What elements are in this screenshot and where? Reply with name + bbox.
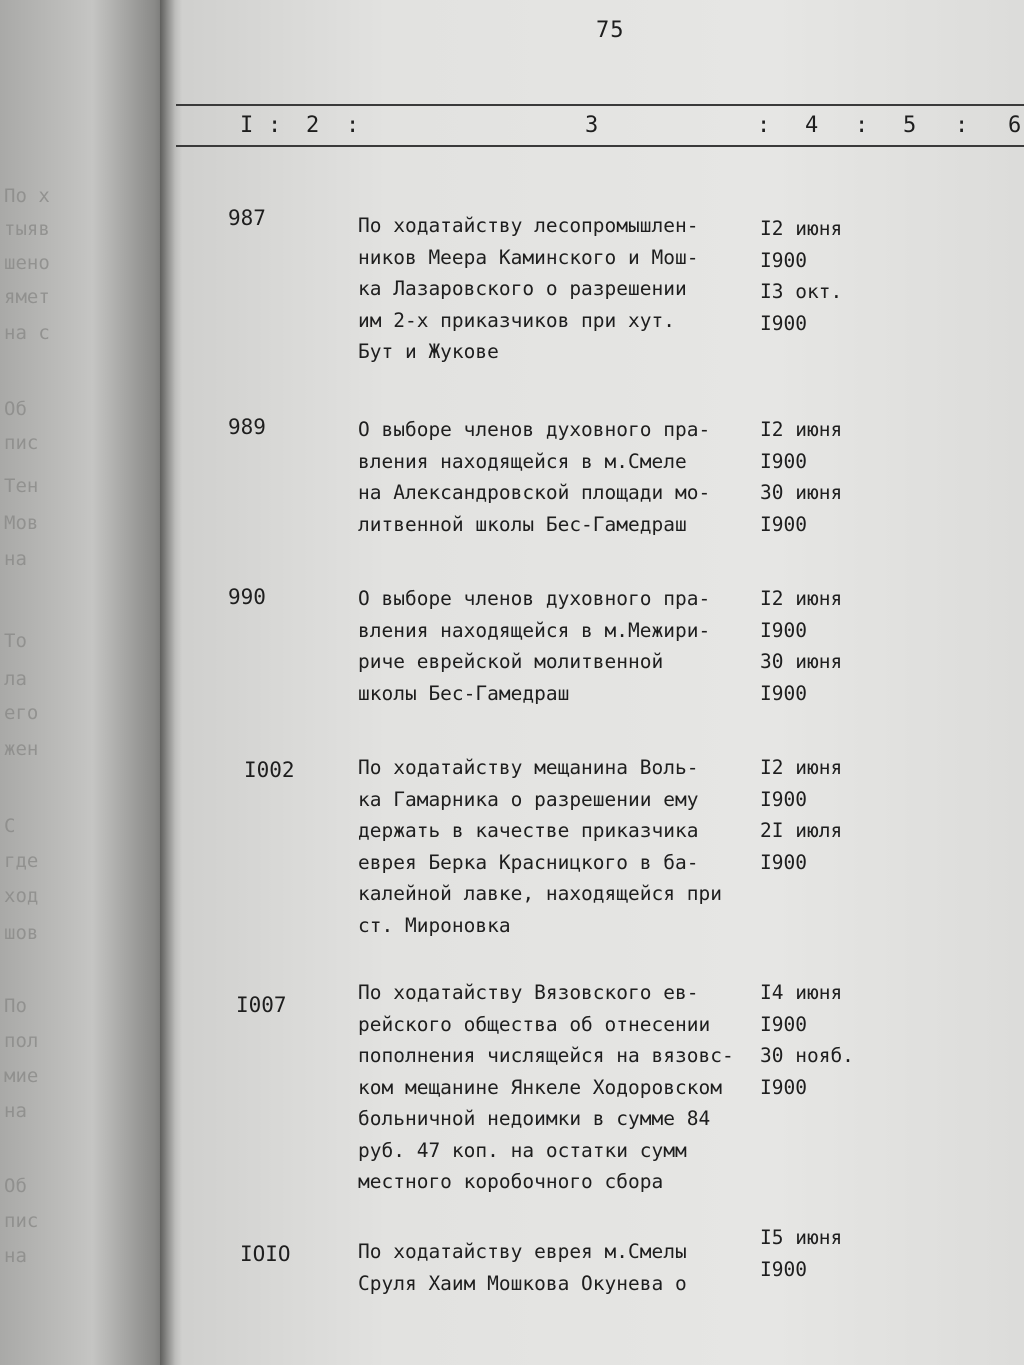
column-header-4: 4 <box>805 113 819 138</box>
description-line: ст. Мироновка <box>358 913 511 937</box>
entry-number: 987 <box>228 206 266 230</box>
description-line: местного коробочного сбора <box>358 1170 664 1193</box>
description-line: Бут и Жукове <box>358 340 499 363</box>
description-line: школы Бес-Гамедраш <box>358 681 570 705</box>
entry-dates <box>760 583 880 709</box>
bleed-text: По х <box>4 185 50 207</box>
entry-dates <box>760 1222 880 1285</box>
date-line: I900 <box>760 311 807 335</box>
bleed-text: С <box>4 815 16 837</box>
bleed-text: пис <box>4 432 39 454</box>
entry-description <box>358 583 758 709</box>
bleed-text: шено <box>4 252 50 274</box>
description-line: пополнения числящейся на вязовс- <box>358 1044 734 1067</box>
bleed-text: ход <box>4 885 39 907</box>
description-line: рейского общества об отнесении <box>358 1012 711 1036</box>
date-line: I900 <box>760 449 807 473</box>
description-line: вления находящейся в м.Смеле <box>358 449 687 473</box>
bleed-text: где <box>4 850 39 872</box>
description-line: По ходатайству еврея м.Смелы <box>358 1240 687 1263</box>
description-line: держать в качестве приказчика <box>358 819 699 842</box>
date-line: I5 июня <box>760 1226 843 1249</box>
entry-number: I002 <box>244 758 295 782</box>
description-line: ка Лазаровского о разрешении <box>358 277 687 300</box>
description-line: О выборе членов духовного пра- <box>358 418 711 441</box>
description-line: им 2-х приказчиков при хут. <box>358 308 675 332</box>
description-line: больничной недоимки в сумме 84 <box>358 1107 711 1130</box>
left-page-edge <box>0 0 168 1365</box>
description-line: ников Меера Каминского и Мош- <box>358 245 699 269</box>
entry-description <box>358 414 758 540</box>
description-line: руб. 47 коп. на остатки сумм <box>358 1138 687 1162</box>
bleed-text: Об <box>4 398 27 420</box>
column-header-1: I <box>240 113 254 138</box>
bleed-text: на <box>4 1245 27 1267</box>
date-line: I900 <box>760 1075 807 1099</box>
entry-description <box>358 1236 758 1299</box>
bleed-text: на <box>4 1100 27 1122</box>
book-gutter-shadow <box>160 0 182 1365</box>
bleed-text: Тен <box>4 475 39 497</box>
description-line: вления находящейся в м.Межири- <box>358 618 711 642</box>
header-rule-top <box>176 104 1024 106</box>
date-line: I3 окт. <box>760 280 843 303</box>
description-line: По ходатайству лесопромышлен- <box>358 214 699 237</box>
entry-dates <box>760 752 880 878</box>
bleed-text: жен <box>4 738 39 760</box>
description-line: на Александровской площади мо- <box>358 481 711 504</box>
description-line: О выборе членов духовного пра- <box>358 587 711 610</box>
entry-description <box>358 210 758 368</box>
bleed-text: мие <box>4 1065 39 1087</box>
column-header-3: 3 <box>585 113 599 138</box>
date-line: 30 нояб. <box>760 1044 854 1067</box>
date-line: I2 июня <box>760 217 843 240</box>
entry-description <box>358 752 758 941</box>
date-line: I900 <box>760 618 807 642</box>
bleed-text: его <box>4 702 39 724</box>
date-line: 2I июля <box>760 819 843 842</box>
description-line: литвенной школы Бес-Гамедраш <box>358 512 687 536</box>
entry-number: IOIO <box>240 1242 291 1266</box>
bleed-text: на с <box>4 322 50 344</box>
date-line: I900 <box>760 850 807 874</box>
bleed-text: ямет <box>4 286 50 308</box>
bleed-text: шов <box>4 922 39 944</box>
entry-number: 990 <box>228 585 266 609</box>
column-header-6: 6 <box>1008 113 1022 138</box>
description-line: ка Гамарника о разрешении ему <box>358 787 699 811</box>
column-separator: : <box>855 113 869 138</box>
description-line: калейной лавке, находящейся при <box>358 882 722 905</box>
page-number: 75 <box>596 18 625 43</box>
entry-number: I007 <box>236 993 287 1017</box>
description-line: риче еврейской молитвенной <box>358 650 664 673</box>
column-separator: : <box>955 113 969 138</box>
column-separator: : <box>268 113 282 138</box>
date-line: I900 <box>760 787 807 811</box>
date-line: I900 <box>760 1012 807 1036</box>
bleed-text: То <box>4 630 27 652</box>
date-line: I900 <box>760 681 807 705</box>
date-line: I900 <box>760 248 807 272</box>
date-line: I2 июня <box>760 418 843 441</box>
bleed-text: Мов <box>4 512 39 534</box>
bleed-text: ла <box>4 668 27 690</box>
date-line: I900 <box>760 512 807 536</box>
description-line: ком мещанине Янкеле Ходоровском <box>358 1075 722 1099</box>
bleed-text: пол <box>4 1030 39 1052</box>
description-line: По ходатайству Вязовского ев- <box>358 981 699 1004</box>
date-line: I4 июня <box>760 981 843 1004</box>
bleed-text: на <box>4 548 27 570</box>
description-line: еврея Берка Красницкого в ба- <box>358 850 699 874</box>
column-header-5: 5 <box>903 113 917 138</box>
bleed-text: тыяв <box>4 218 50 240</box>
date-line: 30 июня <box>760 481 843 504</box>
date-line: 30 июня <box>760 650 843 673</box>
bleed-text: По <box>4 995 27 1017</box>
column-separator: : <box>757 113 771 138</box>
entry-dates <box>760 414 880 540</box>
entry-number: 989 <box>228 415 266 439</box>
entry-description <box>358 977 758 1198</box>
description-line: По ходатайству мещанина Воль- <box>358 756 699 779</box>
bleed-text: Об <box>4 1175 27 1197</box>
entry-dates <box>760 213 880 339</box>
date-line: I900 <box>760 1257 807 1281</box>
date-line: I2 июня <box>760 587 843 610</box>
column-header-2: 2 <box>306 113 320 138</box>
bleed-text: пис <box>4 1210 39 1232</box>
column-separator: : <box>346 113 360 138</box>
date-line: I2 июня <box>760 756 843 779</box>
description-line: Сруля Хаим Мошкова Окунева о <box>358 1271 687 1295</box>
header-rule-bottom <box>176 145 1024 147</box>
entry-dates <box>760 977 880 1103</box>
